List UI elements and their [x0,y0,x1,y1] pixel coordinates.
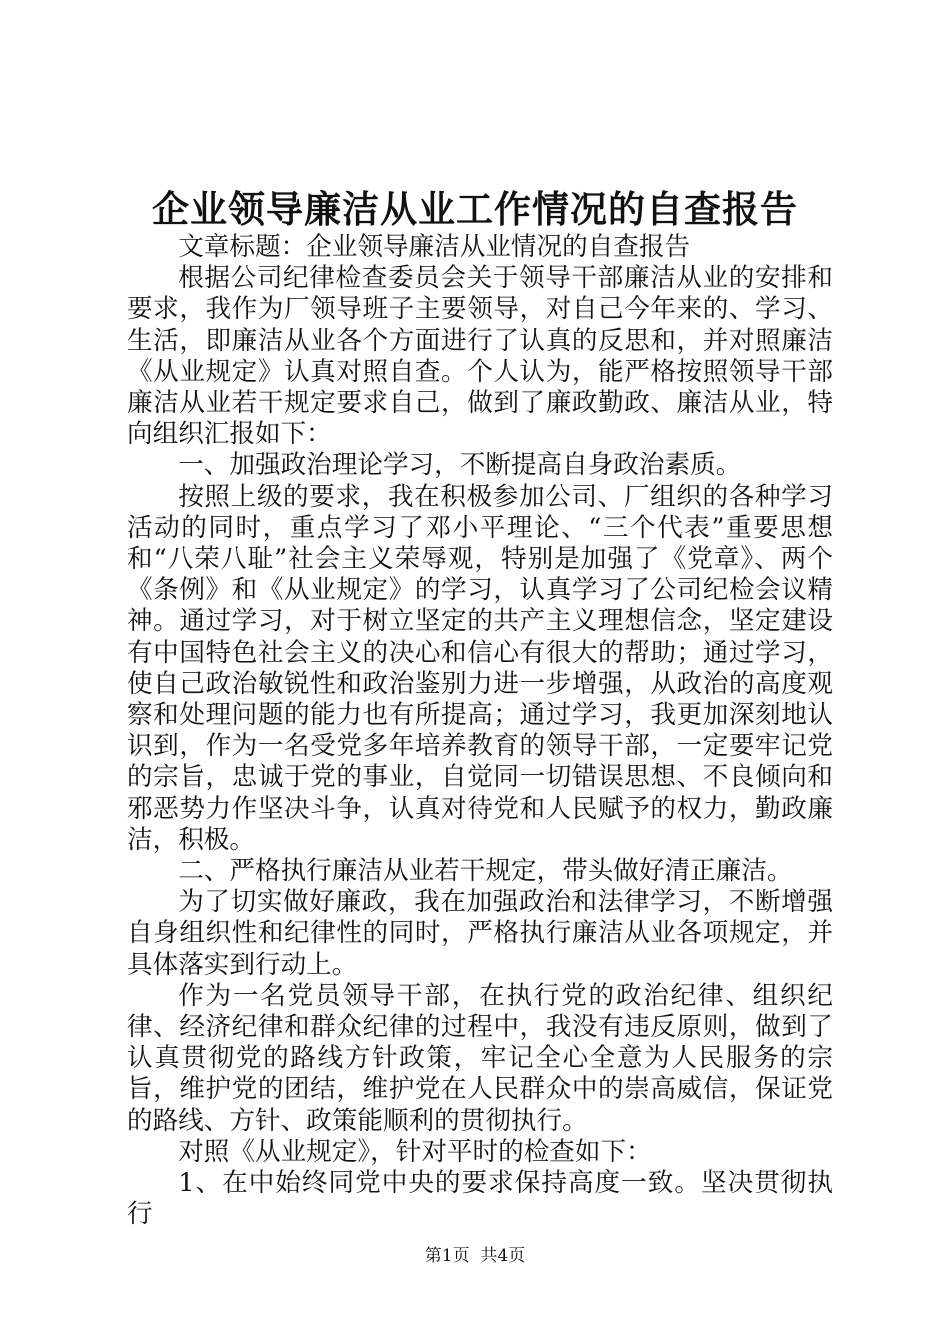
paragraph-party-member: 作为一名党员领导干部，在执行党的政治纪律、组织纪律、经济纪律和群众纪律的过程中，我没有违反原则，做到了认真贯彻党的路线方针政策，牢记全心全意为人民服务的宗旨，维护党的团结，维护党在人民群众中的崇高威信，保证党的路线、方针、政策能顺利的贯彻执行。 [127,980,833,1136]
page-footer [0,1244,950,1268]
page-number: 第1页 [424,1246,470,1266]
section-heading-2: 二、严格执行廉洁从业若干规定，带头做好清正廉洁。 [178,856,793,887]
paragraph-article-title: 文章标题：企业领导廉洁从业情况的自查报告 [178,232,691,262]
paragraph-item-1: 1、在中始终同党中央的要求保持高度一致。坚决贯彻执行 [127,1168,833,1230]
section-heading-1: 一、加强政治理论学习，不断提高自身政治素质。 [178,450,742,481]
paragraph-discipline: 为了切实做好廉政，我在加强政治和法律学习，不断增强自身组织性和纪律性的同时，严格执行廉洁从业各项规定，并具体落实到行动上。 [127,887,833,980]
document-title: 企业领导廉洁从业工作情况的自查报告 [152,187,798,231]
page-total: 共4页 [480,1246,526,1266]
document-body [127,232,833,1231]
paragraph-intro: 根据公司纪律检查委员会关于领导干部廉洁从业的安排和要求，我作为厂领导班子主要领导，对自己今年来的、学习、生活，即廉洁从业各个方面进行了认真的反思和，并对照廉洁《从业规定》认真对照自查。个人认为，能严格按照领导干部廉洁从业若干规定要求自己，做到了廉政勤政、廉洁从业，特向组织汇报如下： [127,263,833,450]
paragraph-check-intro: 对照《从业规定》，针对平时的检查如下： [178,1136,652,1167]
paragraph-study: 按照上级的要求，我在积极参加公司、厂组织的各种学习活动的同时，重点学习了邓小平理论、“三个代表”重要思想和“八荣八耻”社会主义荣辱观，特别是加强了《党章》、两个《条例》和《从业规定》的学习，认真学习了公司纪检会议精神。通过学习，对于树立坚定的共产主义理想信念，坚定建设有中国特色社会主义的决心和信心有很大的帮助；通过学习，使自己政治敏锐性和政治鉴别力进一步增强，从政治的高度观察和处理问题的能力也有所提高；通过学习，我更加深刻地认识到，作为一名受党多年培养教育的领导干部，一定要牢记党的宗旨，忠诚于党的事业，自觉同一切错误思想、不良倾向和邪恶势力作坚决斗争，认真对待党和人民赋予的权力，勤政廉洁，积极。 [127,481,833,855]
